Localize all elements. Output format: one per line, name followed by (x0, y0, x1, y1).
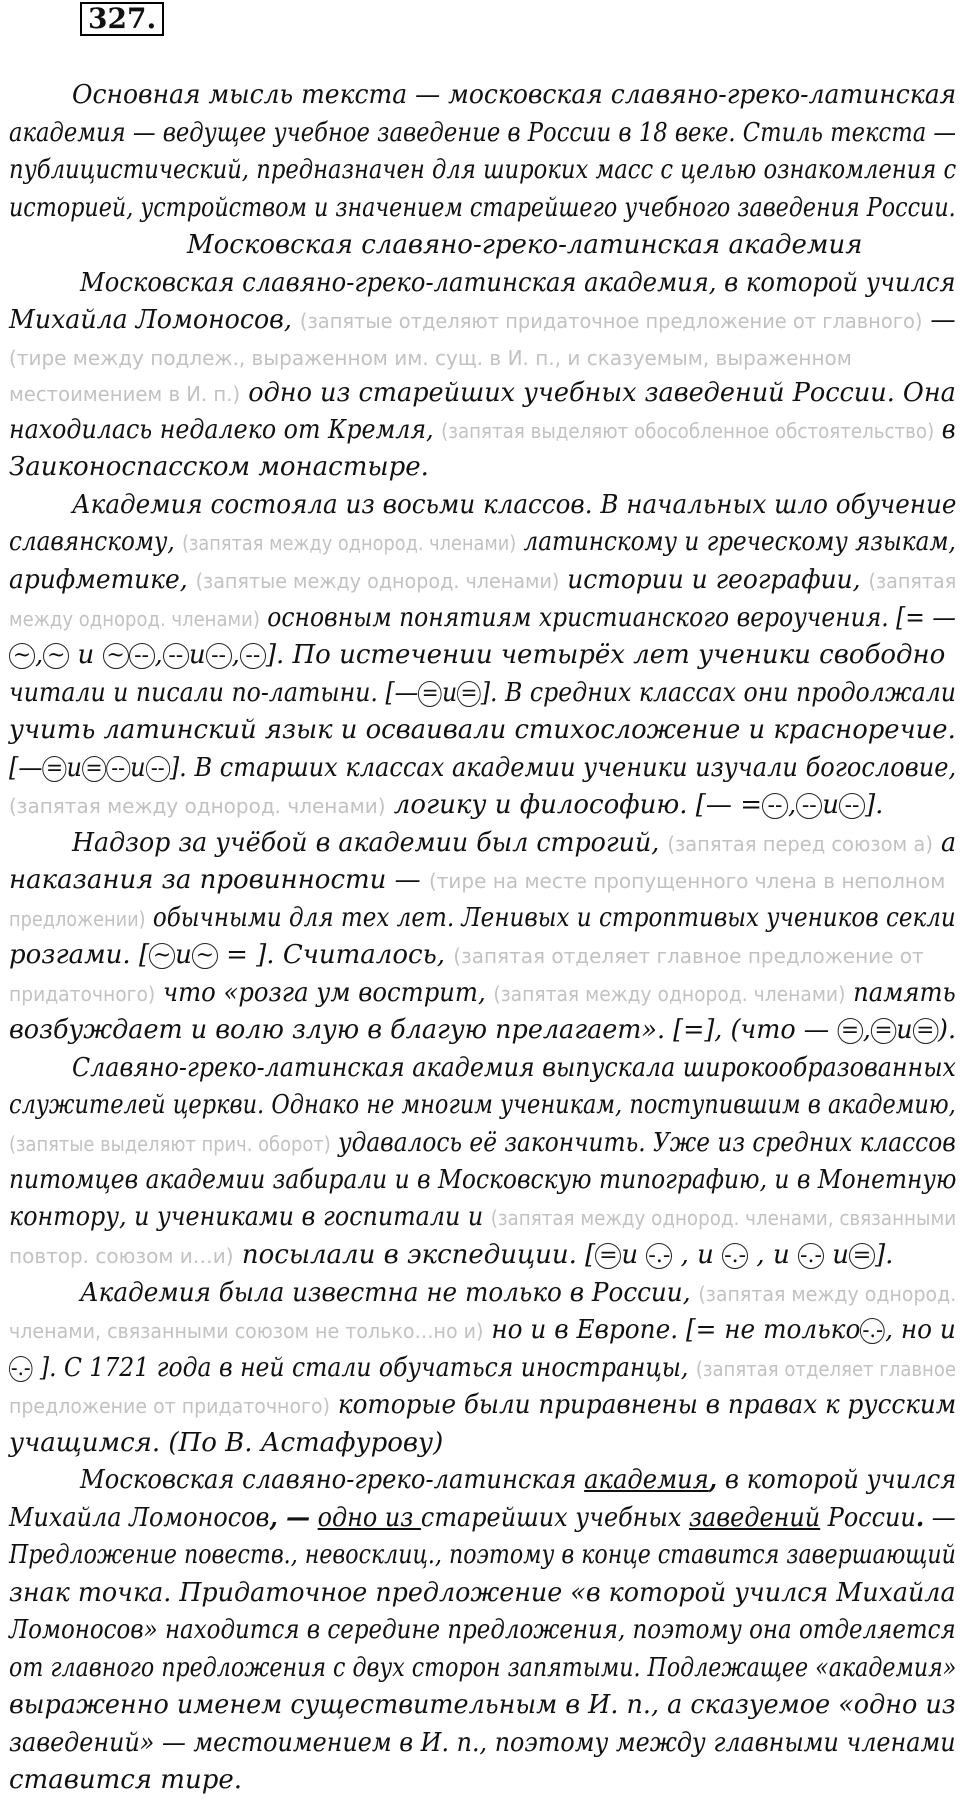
text-line (9, 675, 956, 711)
text-segment: = ]. Считалось, (217, 940, 454, 970)
punctuation-note: (запятая перед союзом а) (667, 832, 933, 856)
text-line (9, 862, 945, 899)
punctuation-note: местоимением в И. п.) (9, 382, 241, 406)
text-segment: ). (938, 1015, 957, 1045)
text-segment: , (154, 640, 163, 670)
punctuation-note: (запятая отделяет главное предложение от (453, 944, 924, 968)
text-segment: контору, и учениками в госпитали и (9, 1202, 491, 1232)
text-line (9, 562, 956, 599)
text-line (9, 190, 956, 226)
bold-punctuation: , (708, 1465, 718, 1495)
text-line (9, 1725, 956, 1761)
sentence-member-mark: = (42, 756, 66, 782)
text-segment: Ломоносов» находится в середине предложения, поэтому она отделяется (9, 1615, 956, 1645)
text-segment: латинскому и греческому языкам, (516, 527, 956, 557)
punctuation-note: между однород. членами) (9, 607, 260, 631)
text-segment: и (69, 640, 103, 670)
text-segment: историей, устройством и значением старейшего учебного заведения России. (9, 193, 956, 223)
text-segment: знак точка. Придаточное предложение «в которой учился Михайла (9, 1578, 956, 1608)
text-line (72, 77, 956, 113)
text-line (9, 1762, 242, 1798)
sentence-member-mark: = (82, 756, 106, 782)
text-line (9, 1350, 956, 1387)
text-line (9, 1425, 443, 1461)
text-segment: славянскому, (9, 527, 183, 557)
text-line (9, 1162, 956, 1198)
sentence-member-mark: -- (163, 643, 189, 669)
text-line (9, 787, 883, 824)
text-segment: ]. В средних классах они продолжали (480, 678, 957, 708)
text-segment: Предложение повеств., невосклиц., поэтому в конце ставится завершающий (9, 1540, 956, 1570)
text-segment: и (175, 940, 192, 970)
text-segment: , (35, 640, 44, 670)
text-line (9, 600, 956, 637)
punctuation-note: (запятые отделяют придаточное предложение от главного) (299, 309, 923, 333)
text-segment: и (822, 790, 839, 820)
sentence-member-mark: -- (240, 643, 266, 669)
text-line (9, 115, 956, 151)
sentence-member-mark: = (849, 1243, 875, 1269)
punctuation-note: (запятая между однород. членами) (493, 982, 846, 1006)
text-segment: , и (748, 1240, 798, 1270)
text-segment: ставится тире. (9, 1765, 242, 1795)
punctuation-note: членами, связанными союзом не только…но и) (9, 1319, 484, 1343)
sentence-member-mark: -- (129, 643, 155, 669)
punctuation-note: (запятая отделяет главное (695, 1357, 957, 1381)
text-segment: возбуждает и волю злую в благую прелагает». [=], (что — (9, 1015, 838, 1045)
text-line (9, 750, 956, 786)
text-segment: но и в Европе. [= не только (483, 1315, 861, 1345)
text-segment: , (862, 1015, 871, 1045)
text-segment: посылали в экспедиции. [ (233, 1240, 596, 1270)
text-line (9, 1199, 956, 1236)
sentence-member-mark: = (871, 1018, 896, 1044)
underlined-member: заведений (688, 1503, 821, 1533)
text-line (80, 1462, 956, 1498)
text-segment: старейших учебных (420, 1503, 689, 1533)
text-line (9, 339, 852, 376)
text-segment: от главного предложения с двух сторон запятыми. Подлежащее «академия» (9, 1653, 957, 1683)
sentence-member-mark: -- (106, 756, 130, 782)
text-segment: и (896, 1015, 913, 1045)
text-segment: , (231, 640, 240, 670)
text-line (80, 265, 956, 301)
text-segment: в (934, 415, 956, 445)
text-segment: — (924, 1503, 956, 1533)
text-segment: основным понятиям христианского вероучения. [= — (259, 603, 956, 633)
text-segment: Основная мысль текста — московская славяно-греко-латинская (72, 80, 957, 110)
punctuation-note: придаточного) (9, 982, 156, 1006)
text-segment: а (932, 828, 957, 858)
punctuation-note: предложении) (9, 907, 146, 931)
sentence-member-mark: ~ (149, 943, 175, 969)
text-line (9, 412, 956, 449)
sentence-member-mark: ~ (43, 643, 69, 669)
text-segment: и (441, 678, 458, 708)
text-segment: ]. (874, 1240, 894, 1270)
text-line (9, 1687, 956, 1723)
text-line (9, 1312, 956, 1349)
text-segment: России (820, 1503, 916, 1533)
sentence-member-mark: -- (762, 793, 788, 819)
text-segment: Славяно-греко-латинская академия выпускала широкообразованных (72, 1053, 956, 1083)
text-segment: Заиконоспасском монастыре. (9, 452, 429, 482)
text-segment: служителей церкви. Однако не многим ученикам, поступившим в академию, (9, 1090, 956, 1120)
text-line (9, 1237, 893, 1274)
text-segment: [— (9, 753, 43, 783)
sentence-member-mark: = (418, 681, 442, 707)
text-line (9, 975, 956, 1012)
text-segment: читали и писали по-латыни. [— (9, 678, 419, 708)
text-segment: выраженно именем существительным в И. п., а сказуемое «одно из (9, 1690, 956, 1720)
sentence-member-mark: -.- (10, 1356, 31, 1381)
text-segment: истории и географии, (559, 565, 869, 595)
sentence-member-mark: -.- (798, 1243, 824, 1269)
text-segment: арифметике, (9, 565, 196, 595)
text-segment: учить латинский язык и осваивали стихосложение и красноречие. (9, 715, 956, 745)
punctuation-note: (запятая выделяют обособленное обстоятельство) (441, 419, 935, 443)
text-line (9, 375, 956, 412)
text-segment: что «розга ум вострит, (155, 978, 494, 1008)
text-segment: обычными для тех лет. Ленивых и строптивых учеников секли (145, 903, 956, 933)
text-segment: Академия была известна не только в России, (80, 1278, 699, 1308)
text-segment: , (787, 790, 797, 820)
text-segment: Московская славяно-греко-латинская академия (187, 230, 863, 260)
text-segment: , но и (885, 1315, 956, 1345)
punctuation-note: (запятая между однород. (698, 1282, 957, 1306)
text-segment: питомцев академии забирали и в Московскую типографию, и в Монетную (9, 1165, 957, 1195)
sentence-member-mark: -.- (722, 1243, 748, 1269)
punctuation-note: предложение от придаточного) (9, 1394, 331, 1418)
text-line (9, 900, 956, 937)
text-segment: — (922, 305, 956, 335)
punctuation-note: (запятая (868, 569, 957, 593)
text-segment: Михайла Ломоносов, (9, 305, 300, 335)
text-segment: память (845, 978, 956, 1008)
text-line (9, 1612, 956, 1648)
text-line (9, 524, 956, 561)
text-line (9, 712, 956, 748)
text-line (72, 1050, 956, 1086)
text-line (9, 637, 945, 673)
underlined-member: одно из (317, 1503, 421, 1533)
punctuation-note: (запятая между однород. членами, связанными (490, 1206, 957, 1230)
text-line (9, 1650, 956, 1686)
text-line (80, 1275, 956, 1312)
text-line (9, 1387, 956, 1424)
text-segment: наказания за провинности — (9, 865, 429, 895)
bold-punctuation: , — (269, 1503, 311, 1533)
text-line (187, 227, 862, 263)
text-segment: ]. В старших классах академии ученики изучали богословие, (169, 753, 957, 783)
text-segment: удавалось её закончить. Уже из средних классов (330, 1128, 956, 1158)
punctuation-note: (запятые выделяют прич. оборот) (9, 1132, 331, 1156)
text-line (9, 1087, 956, 1123)
text-segment: и (130, 753, 146, 783)
sentence-member-mark: = (913, 1018, 938, 1044)
text-segment: Московская славяно-греко-латинская академия, в которой учился (80, 268, 956, 298)
text-line (72, 825, 956, 862)
text-segment: заведений» — местоимением в И. п., поэтому между главными членами (9, 1728, 956, 1758)
sentence-member-mark: -- (796, 793, 822, 819)
text-line (9, 1500, 956, 1536)
text-segment: и (188, 640, 206, 670)
text-segment: Московская славяно-греко-латинская (80, 1465, 585, 1495)
text-segment: розгами. [ (9, 940, 150, 970)
sentence-member-mark: -- (839, 793, 865, 819)
text-segment: публицистический, предназначен для широких масс с целью ознакомления с (9, 155, 957, 185)
sentence-member-mark: ~ (192, 943, 218, 969)
punctuation-note: (запятая между однород. членами) (9, 794, 386, 818)
sentence-member-mark: -- (206, 643, 232, 669)
text-segment: ]. С 1721 года в ней стали обучаться иностранцы, (32, 1353, 696, 1383)
punctuation-note: повтор. союзом и…и) (9, 1244, 234, 1268)
text-line (9, 1125, 956, 1162)
text-segment: в которой учился (717, 1465, 957, 1495)
punctuation-note: (запятые между однород. членами) (195, 569, 560, 593)
text-segment: и (66, 753, 83, 783)
text-line (9, 1012, 956, 1048)
sentence-member-mark: = (837, 1018, 862, 1044)
text-segment: ]. (865, 790, 884, 820)
bold-punctuation: . (915, 1503, 925, 1533)
text-line (9, 449, 429, 485)
punctuation-note: (запятая между однород. членами) (182, 531, 517, 555)
text-line (9, 937, 924, 974)
text-segment: логику и философию. [— = (385, 790, 762, 820)
punctuation-note: (тире между подлеж., выраженном им. сущ. в И. п., и сказуемым, выраженном (9, 346, 852, 370)
punctuation-note: (тире на месте пропущенного члена в неполном (428, 869, 946, 893)
text-segment: Михайла Ломоносов (9, 1503, 270, 1533)
text-segment: Академия состояла из восьми классов. В начальных шло обучение (72, 490, 957, 520)
text-line (9, 1575, 956, 1611)
sentence-member-mark: -.- (862, 1318, 884, 1343)
text-line (72, 487, 956, 523)
text-segment: и (621, 1240, 647, 1270)
sentence-member-mark: = (457, 681, 481, 707)
text-segment: , и (672, 1240, 723, 1270)
text-segment: ]. По истечении четырёх лет ученики свободно (265, 640, 946, 670)
task-number: 327. (80, 2, 164, 36)
text-segment: учащимся. (По В. Астафурову) (9, 1428, 444, 1458)
text-line (9, 152, 956, 188)
sentence-member-mark: ~ (9, 643, 35, 669)
underlined-member: академия (584, 1465, 709, 1495)
text-line (9, 302, 956, 339)
sentence-member-mark: -.- (646, 1243, 672, 1269)
text-segment: Надзор за учёбой в академии был строгий, (72, 828, 668, 858)
sentence-member-mark: = (595, 1243, 621, 1269)
sentence-member-mark: ~ (103, 643, 129, 669)
text-segment: находилась недалеко от Кремля, (9, 415, 442, 445)
text-segment (310, 1503, 318, 1533)
text-segment: которые были приравнены в правах к русским (330, 1390, 957, 1420)
text-segment: одно из старейших учебных заведений России. Она (240, 378, 956, 408)
text-line (9, 1537, 956, 1573)
sentence-member-mark: -- (146, 756, 170, 782)
text-segment: и (823, 1240, 849, 1270)
text-segment: академия — ведущее учебное заведение в России в 18 веке. Стиль текста — (9, 118, 957, 148)
